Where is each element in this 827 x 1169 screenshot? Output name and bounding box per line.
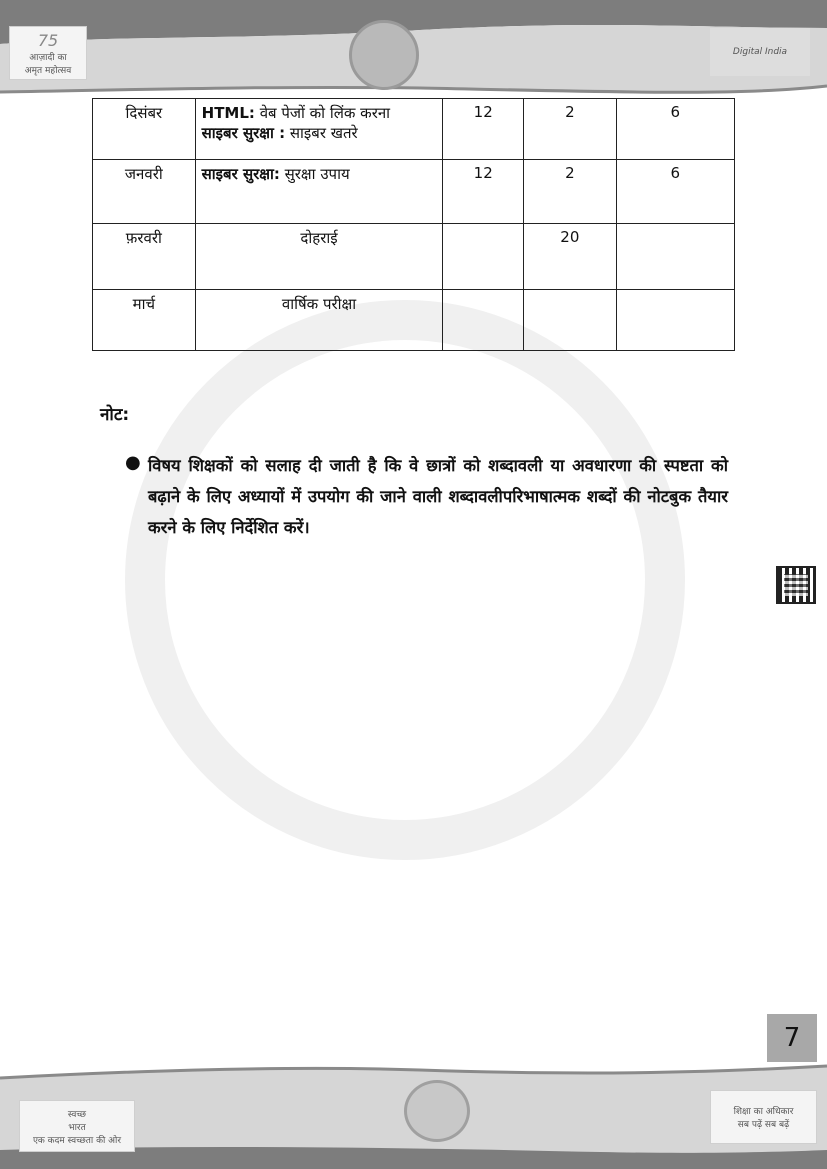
qr-code-icon[interactable] (776, 566, 816, 604)
school-education-seal-icon (349, 20, 419, 90)
value-cell (443, 224, 524, 290)
value-cell: 12 (443, 99, 524, 160)
digital-india-logo: Digital India (710, 28, 810, 76)
topic-cell: दोहराई (195, 224, 443, 290)
month-cell: दिसंबर (93, 99, 196, 160)
table-row (93, 290, 735, 351)
value-cell (616, 224, 734, 290)
page-number: 7 (767, 1014, 817, 1062)
beti-bachao-seal-icon (404, 1080, 470, 1142)
value-cell: 6 (616, 99, 734, 160)
bullet-icon: ● (125, 452, 141, 473)
value-cell: 2 (524, 160, 617, 224)
value-cell: 12 (443, 160, 524, 224)
topic-cell: HTML: वेब पेजों को लिंक करना साइबर सुरक्षा : साइबर खतरे (195, 99, 443, 160)
topic-cell: वार्षिक परीक्षा (195, 290, 443, 351)
right-to-education-logo: शिक्षा का अधिकार सब पढ़ें सब बढ़ें (710, 1090, 817, 1144)
table-row (93, 99, 735, 160)
watermark-emblem (125, 300, 685, 860)
value-cell: 6 (616, 160, 734, 224)
table-row (93, 224, 735, 290)
value-cell (616, 290, 734, 351)
note-item: विषय शिक्षकों को सलाह दी जाती है कि वे छात्रों को शब्दावली या अवधारणा की स्पष्टता को बढ़ाने के लिए अध्यायों में उपयोग की जाने वाली शब्दावलीपरिभाषात्मक शब्दों की नोटबुक तैयार करने के लिए निर्देशित करें। (148, 456, 728, 537)
note-heading: नोट: (100, 405, 130, 425)
azadi-ka-amrit-mahotsav-logo: 75 आज़ादी का अमृत महोत्सव (9, 26, 87, 80)
value-cell (443, 290, 524, 351)
month-cell: फ़रवरी (93, 224, 196, 290)
value-cell: 2 (524, 99, 617, 160)
value-cell: 20 (524, 224, 617, 290)
table-row (93, 160, 735, 224)
topic-cell: साइबर सुरक्षा: सुरक्षा उपाय (195, 160, 443, 224)
swachh-bharat-logo: स्वच्छ भारत एक कदम स्वच्छता की ओर (19, 1100, 135, 1152)
month-cell: जनवरी (93, 160, 196, 224)
value-cell (524, 290, 617, 351)
month-cell: मार्च (93, 290, 196, 351)
syllabus-table (92, 98, 735, 351)
